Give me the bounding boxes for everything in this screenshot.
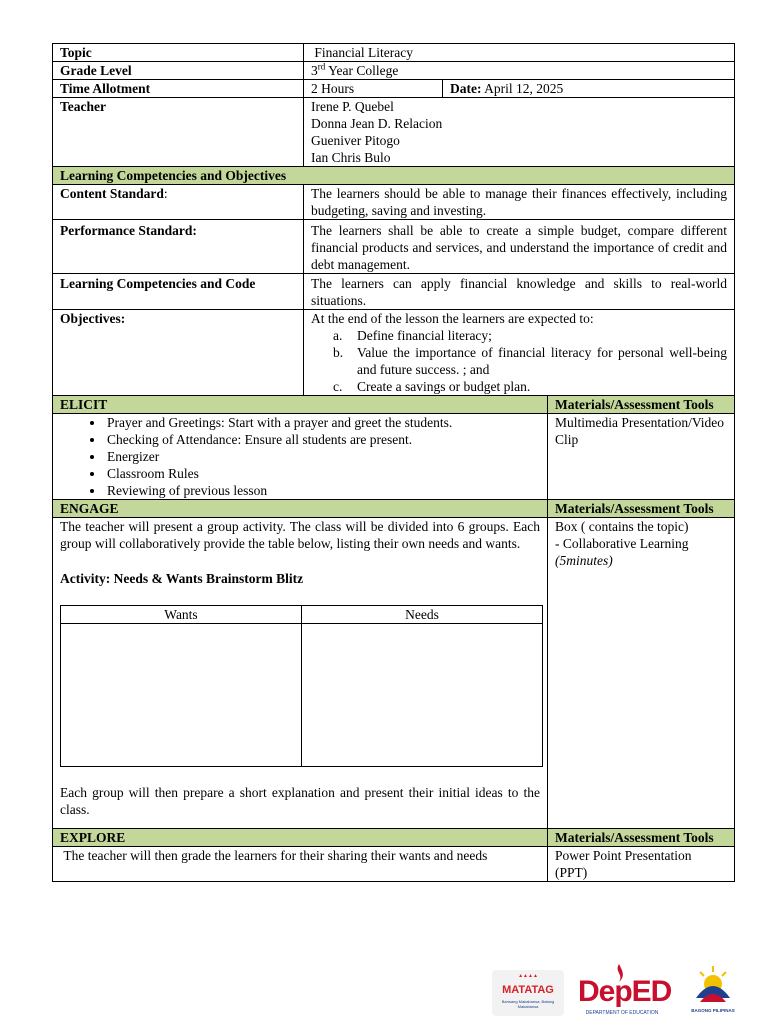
list-item: • Checking of Attendance: Ensure all students are present. [105, 431, 540, 448]
elicit-activities [53, 414, 548, 500]
objectives-list [311, 327, 727, 395]
list-item: • Reviewing of previous lesson [105, 482, 540, 499]
lesson-plan-document [52, 43, 734, 882]
explore-materials: Power Point Presentation (PPT) [548, 847, 735, 882]
competency-code-label: Learning Competencies and Code [53, 274, 304, 310]
grade-level-label: Grade Level [53, 62, 304, 80]
engage-outro: Each group will then prepare a short explanation and present their initial ideas to the class. [60, 785, 540, 817]
wants-column-header: Wants [61, 606, 302, 624]
bagong-pilipinas-logo: BAGONG PILIPINAS [688, 964, 738, 1018]
elicit-heading: ELICIT [53, 396, 548, 414]
list-item: • Energizer [105, 448, 540, 465]
engage-materials [548, 518, 735, 829]
teacher-name: Irene P. Quebel [311, 99, 394, 114]
teacher-list [304, 98, 735, 167]
list-item: a. Define financial literacy; [333, 328, 492, 343]
elicit-list [60, 414, 540, 499]
lesson-plan-table [52, 43, 735, 882]
explore-heading: EXPLORE [53, 829, 548, 847]
content-standard-label: Content Standard: [53, 185, 304, 220]
sun-emblem-icon [688, 964, 738, 1008]
performance-standard-text: The learners shall be able to create a simple budget, compare different financial products and services, and understand the importance of credit and debt management. [304, 220, 735, 274]
content-standard-text: The learners should be able to manage their finances effectively, including budgeting, saving and investing. [304, 185, 735, 220]
materials-line: - Collaborative Learning [555, 536, 689, 551]
elicit-materials: Multimedia Presentation/Video Clip [548, 414, 735, 500]
engage-heading: ENGAGE [53, 500, 548, 518]
explore-materials-heading: Materials/Assessment Tools [548, 829, 735, 847]
list-item: • Prayer and Greetings: Start with a prayer and greet the students. [105, 414, 540, 431]
explore-activities: The teacher will then grade the learners for their sharing their wants and needs [53, 847, 548, 882]
footer-logos [0, 960, 768, 1020]
engage-activities [53, 518, 548, 829]
topic-value: Financial Literacy [304, 44, 735, 62]
objectives-cell [304, 310, 735, 396]
needs-cell[interactable] [302, 624, 543, 767]
time-allotment-label: Time Allotment [53, 80, 304, 98]
list-item: c. Create a savings or budget plan. [333, 379, 531, 394]
needs-column-header: Needs [302, 606, 543, 624]
materials-duration: (5minutes) [555, 553, 613, 568]
competency-code-text: The learners can apply financial knowledge and skills to real-world situations. [304, 274, 735, 310]
objectives-intro: At the end of the lesson the learners are expected to: [311, 311, 594, 326]
engage-intro: The teacher will present a group activity. The class will be divided into 6 groups. Each group will collaboratively provide the table below, listing their own needs and wants. [60, 519, 540, 551]
matatag-logo: ▲▲▲▲ MATATAG Bansang Makabansa, Batang Makabansa [492, 970, 564, 1016]
teacher-name: Ian Chris Bulo [311, 150, 391, 165]
elicit-materials-heading: Materials/Assessment Tools [548, 396, 735, 414]
list-item: • Classroom Rules [105, 465, 540, 482]
date-field: Date: April 12, 2025 [443, 80, 735, 98]
time-allotment-value: 2 Hours [304, 80, 443, 98]
competencies-heading: Learning Competencies and Objectives [53, 167, 735, 185]
wants-cell[interactable] [61, 624, 302, 767]
objectives-label: Objectives: [53, 310, 304, 396]
deped-logo: DepED DEPARTMENT OF EDUCATION [578, 962, 666, 1020]
grade-level-value: 3rd Year College [304, 62, 735, 80]
list-item: b. Value the importance of financial literacy for personal well-being and future success. ; and [333, 345, 728, 377]
activity-title: Activity: Needs & Wants Brainstorm Blitz [60, 571, 304, 586]
needs-wants-table [60, 605, 543, 767]
teacher-name: Donna Jean D. Relacion [311, 116, 443, 131]
performance-standard-label: Performance Standard: [53, 220, 304, 274]
engage-materials-heading: Materials/Assessment Tools [548, 500, 735, 518]
teacher-label: Teacher [53, 98, 304, 167]
topic-label: Topic [53, 44, 304, 62]
materials-line: Box ( contains the topic) [555, 519, 689, 534]
teacher-name: Gueniver Pitogo [311, 133, 400, 148]
